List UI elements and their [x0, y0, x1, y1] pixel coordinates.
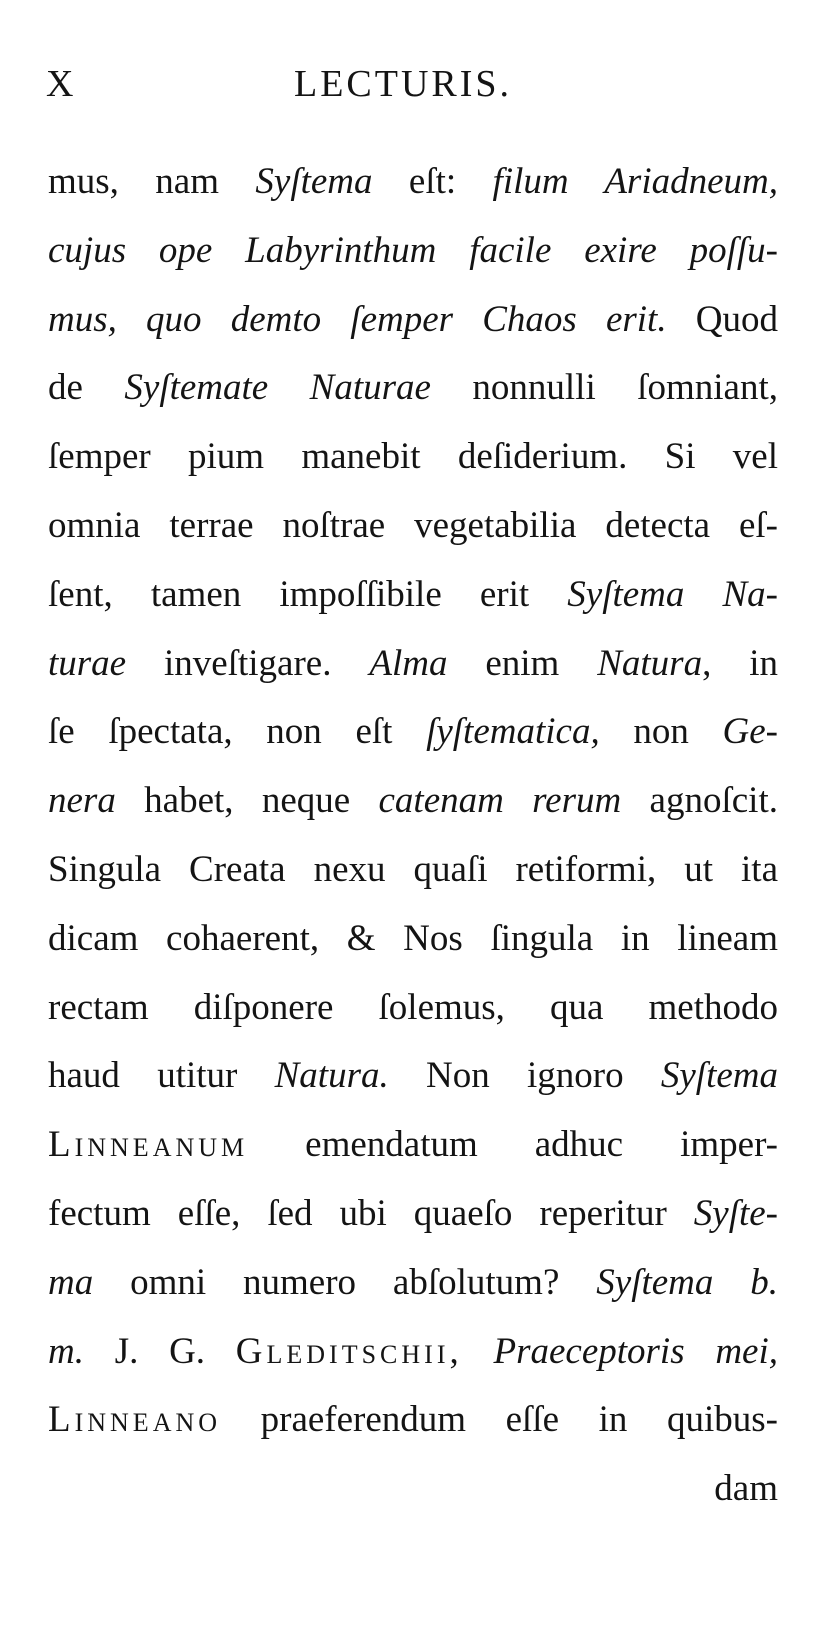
- running-head: [46, 62, 776, 112]
- text-segment: agnoſcit.: [621, 780, 778, 822]
- text-segment: ſemper pium manebit deſiderium. Si vel: [48, 436, 778, 478]
- page-number: X: [46, 63, 75, 105]
- text-segment: non: [599, 711, 723, 753]
- text-segment: J. G.: [83, 1330, 236, 1372]
- text-line: [48, 974, 778, 1043]
- text-segment: de: [48, 367, 125, 409]
- text-line: [48, 1042, 778, 1111]
- text-line: [48, 354, 778, 423]
- text-line: [48, 630, 778, 699]
- text-line: [48, 148, 778, 217]
- italic-text: turae: [48, 642, 127, 684]
- italic-text: catenam rerum: [378, 780, 622, 822]
- italic-text: cujus ope Labyrinthum facile exire poſſu-: [48, 229, 778, 271]
- italic-text: Syſtema: [255, 161, 373, 202]
- text-segment: habet, neque: [115, 780, 379, 822]
- text-line: [48, 1249, 778, 1318]
- text-segment: enim: [447, 642, 598, 684]
- italic-text: Syſte-: [693, 1192, 778, 1234]
- text-line: [48, 286, 778, 355]
- small-caps-name: Linneano: [48, 1399, 222, 1441]
- italic-text: Natura.: [274, 1055, 389, 1097]
- text-line: [48, 1386, 778, 1455]
- text-line: [48, 767, 778, 836]
- small-caps-name: Linneanum: [48, 1124, 249, 1166]
- italic-text: m.: [48, 1330, 84, 1372]
- italic-text: mus, quo demto ſemper Chaos erit.: [48, 298, 667, 340]
- text-line: [48, 492, 778, 561]
- running-title: LECTURIS.: [294, 63, 513, 105]
- italic-text: Syſtema: [660, 1055, 778, 1097]
- text-segment: inveſtigare.: [126, 642, 370, 684]
- text-segment: dicam cohaerent, & Nos ſingula in lineam: [48, 917, 778, 959]
- italic-text: Syſtema b.: [596, 1261, 779, 1303]
- text-segment: rectam diſponere ſolemus, qua methodo: [48, 986, 778, 1028]
- text-segment: nonnulli ſomniant,: [430, 367, 778, 409]
- text-segment: praeferendum eſſe in quibus-: [221, 1399, 778, 1441]
- text-segment: mus, nam: [48, 161, 256, 202]
- text-line: [48, 1111, 778, 1180]
- text-segment: haud utitur: [48, 1055, 275, 1097]
- text-line: [48, 217, 778, 286]
- text-segment: dam: [714, 1468, 778, 1510]
- text-segment: Quod: [666, 298, 778, 340]
- italic-text: ma: [48, 1261, 94, 1303]
- italic-text: Natura: [597, 642, 703, 684]
- text-segment: Singula Creata nexu quaſi retiformi, ut ita: [48, 848, 778, 890]
- italic-text: Ge-: [722, 711, 778, 753]
- italic-text: Alma: [369, 642, 448, 684]
- italic-text: nera: [48, 780, 116, 822]
- text-segment: ſent, tamen impoſſibile erit: [48, 573, 568, 615]
- text-line: [48, 1318, 778, 1387]
- text-segment: eſt:: [372, 161, 493, 202]
- text-segment: ſe ſpectata, non eſt: [48, 711, 427, 753]
- text-segment: , in: [702, 642, 778, 684]
- text-segment: Non ignoro: [388, 1055, 661, 1097]
- italic-text: Syſtemate Naturae: [124, 367, 431, 409]
- text-segment: emendatum adhuc imper-: [248, 1124, 778, 1166]
- small-caps-name: Gleditschii,: [235, 1330, 463, 1372]
- text-line: [48, 561, 778, 630]
- italic-text: Praeceptoris mei,: [462, 1330, 779, 1372]
- text-line: [48, 1180, 778, 1249]
- text-line: [48, 423, 778, 492]
- text-segment: omnia terrae noſtrae vegetabilia detecta eſ-: [48, 504, 778, 546]
- italic-text: filum Ariadneum,: [492, 161, 778, 202]
- text-line: [48, 836, 778, 905]
- italic-text: ſyſtematica,: [426, 711, 600, 753]
- text-segment: fectum eſſe, ſed ubi quaeſo reperitur: [48, 1192, 694, 1234]
- text-line: [48, 698, 778, 767]
- body-text: [48, 148, 778, 1524]
- text-line: [48, 905, 778, 974]
- text-segment: omni numero abſolutum?: [93, 1261, 597, 1303]
- text-line: [48, 1455, 778, 1524]
- italic-text: Syſtema Na-: [567, 573, 778, 615]
